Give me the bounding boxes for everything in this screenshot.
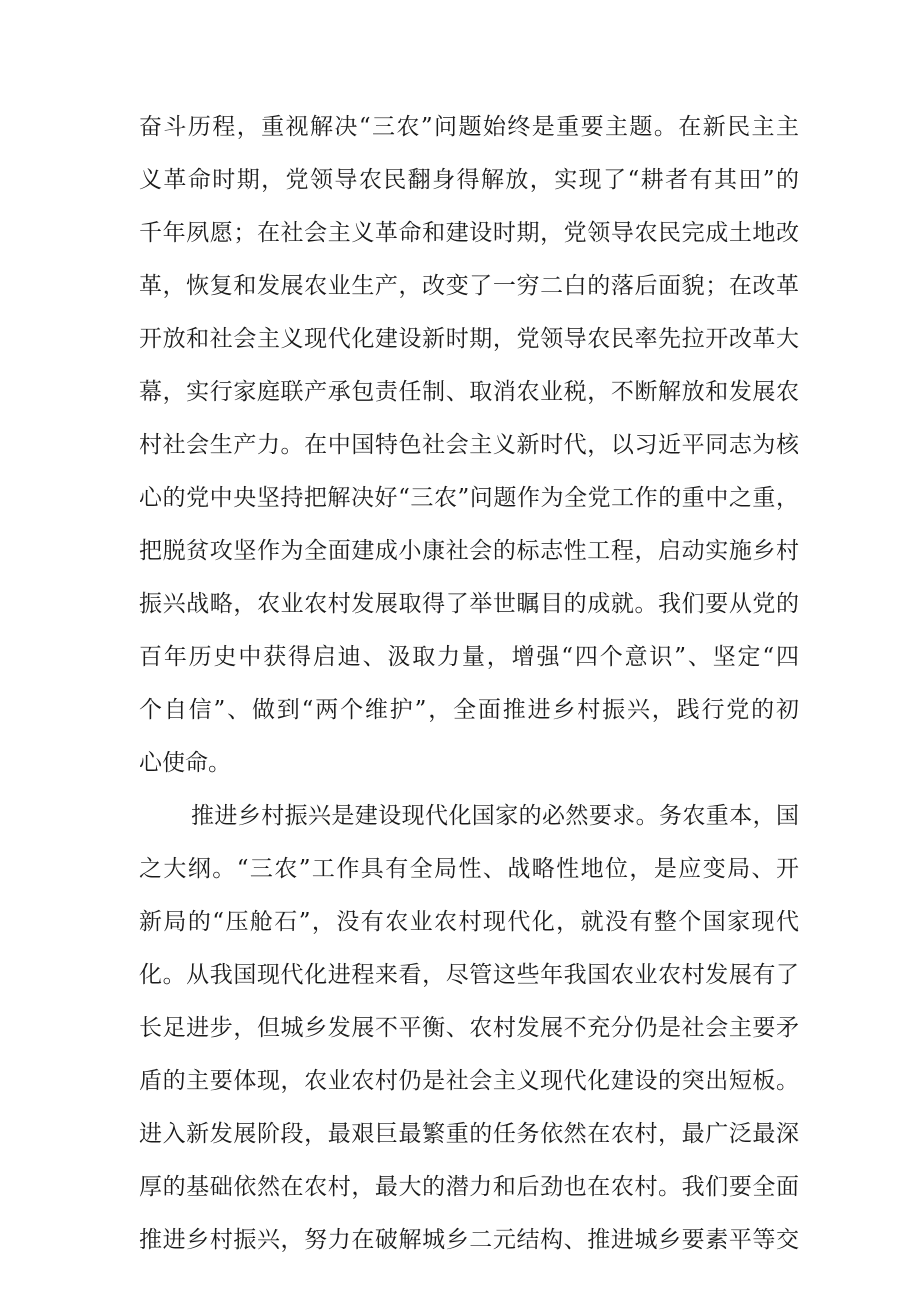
text-line: 开放和社会主义现代化建设新时期，党领导农民率先拉开改革大 (139, 326, 799, 352)
text-line: 幕，实行家庭联产承包责任制、取消农业税，不断解放和发展农 (139, 379, 799, 405)
text-line: 革，恢复和发展农业生产，改变了一穷二白的落后面貌；在改革 (139, 273, 799, 299)
text-line: 心的党中央坚持把解决好“三农”问题作为全党工作的重中之重， (139, 485, 799, 511)
text-line: 化。从我国现代化进程来看，尽管这些年我国农业农村发展有了 (139, 962, 799, 988)
text-line: 推进乡村振兴是建设现代化国家的必然要求。务农重本，国 (191, 803, 799, 829)
text-line: 长足进步，但城乡发展不平衡、农村发展不充分仍是社会主要矛 (139, 1015, 799, 1041)
text-line: 个自信”、做到“两个维护”，全面推进乡村振兴，践行党的初 (139, 697, 799, 723)
text-line: 厚的基础依然在农村，最大的潜力和后劲也在农村。我们要全面 (139, 1174, 799, 1200)
text-line: 推进乡村振兴，努力在破解城乡二元结构、推进城乡要素平等交 (139, 1227, 799, 1253)
text-line: 盾的主要体现，农业农村仍是社会主义现代化建设的突出短板。 (139, 1068, 799, 1094)
text-line: 义革命时期，党领导农民翻身得解放，实现了“耕者有其田”的 (139, 167, 799, 193)
text-line: 新局的“压舱石”，没有农业农村现代化，就没有整个国家现代 (139, 909, 799, 935)
text-line: 千年夙愿；在社会主义革命和建设时期，党领导农民完成土地改 (139, 220, 799, 246)
text-line: 村社会生产力。在中国特色社会主义新时代，以习近平同志为核 (139, 432, 799, 458)
text-line: 之大纲。“三农”工作具有全局性、战略性地位，是应变局、开 (139, 856, 799, 882)
text-line: 心使命。 (139, 750, 231, 776)
text-line: 把脱贫攻坚作为全面建成小康社会的标志性工程，启动实施乡村 (139, 538, 799, 564)
text-line: 振兴战略，农业农村发展取得了举世瞩目的成就。我们要从党的 (139, 591, 799, 617)
text-line: 进入新发展阶段，最艰巨最繁重的任务依然在农村，最广泛最深 (139, 1121, 799, 1147)
text-line: 奋斗历程，重视解决“三农”问题始终是重要主题。在新民主主 (139, 114, 799, 140)
text-line: 百年历史中获得启迪、汲取力量，增强“四个意识”、坚定“四 (139, 644, 799, 670)
